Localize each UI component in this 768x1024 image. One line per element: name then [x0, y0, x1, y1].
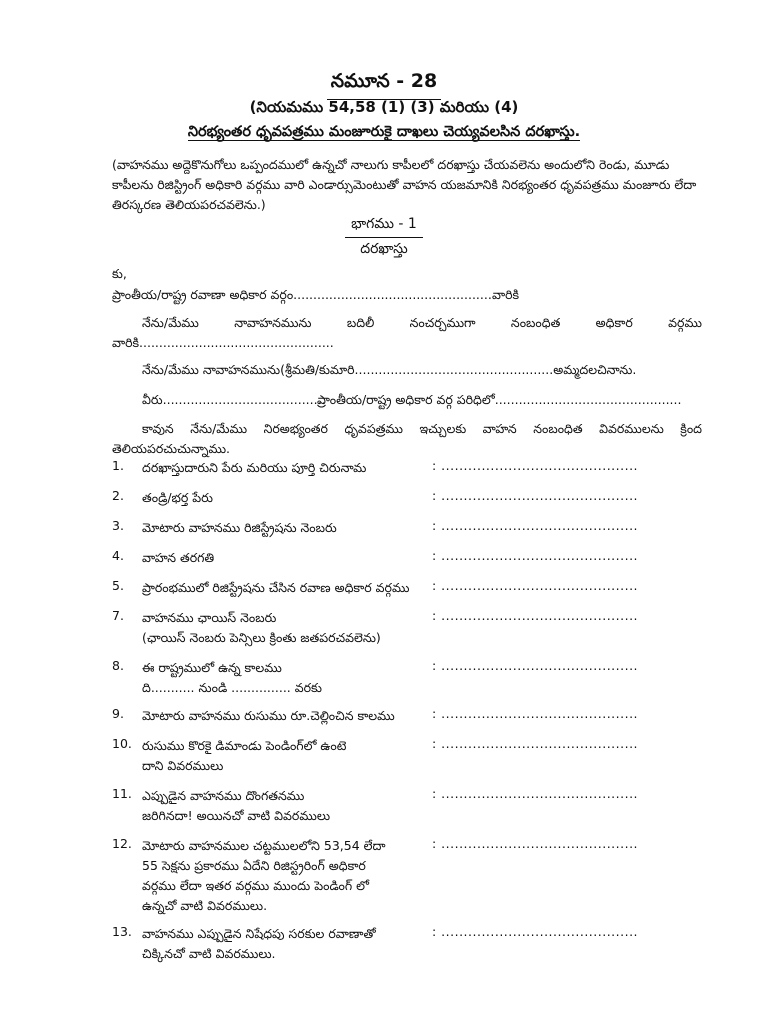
item-label: మోటారు వాహనము రిజిస్ట్రేషను నెంబరు: [142, 520, 337, 535]
item-answer-blank[interactable]: : ............................................: [432, 518, 639, 533]
paragraph-request-line1: కావున నేను/మేము నిరఅభ్యంతర ధృవపత్రము ఇచ్చులకు వాహన నంబంధిత వివరములను క్రింద: [142, 421, 702, 436]
authority-suffix: వారికి: [492, 287, 520, 302]
item-answer-blank[interactable]: : ............................................: [432, 608, 639, 623]
jurisdiction-right: ప్రాంతీయ/రాష్ట్ర అధికార వర్గ పరిధిలో...............................................: [317, 392, 682, 407]
item-label: రుసుము కొరకై డిమాండు పెండింగ్‌లో ఉంటె దాని వివరములు: [142, 738, 347, 773]
paragraph-transfer-line1: నేను/మేము నావాహనమును బదిలీ నంచర్చముగా నంబంధిత అధికార వర్గము: [142, 315, 702, 330]
paragraph-jurisdiction: [112, 392, 732, 411]
application-heading: దరఖాస్తు: [360, 241, 408, 257]
item-number: 4.: [112, 548, 124, 563]
item-answer-blank[interactable]: : ............................................: [432, 548, 639, 563]
paragraph-transfer-line2: వారికి.................................................: [112, 335, 334, 350]
item-answer-blank[interactable]: : ............................................: [432, 706, 639, 721]
item-answer-blank[interactable]: : ............................................: [432, 836, 639, 851]
item-answer-blank[interactable]: : ............................................: [432, 458, 639, 473]
item-number: 3.: [112, 518, 124, 533]
item-number: 9.: [112, 706, 124, 721]
item-answer-blank[interactable]: : ............................................: [432, 578, 639, 593]
item-label: మోటారు వాహనము రుసుము రూ.చెల్లించిన కాలము: [142, 708, 395, 723]
item-answer-blank[interactable]: : ............................................: [432, 658, 639, 673]
authority-text: ప్రాంతీయ/రాష్ట్ర రవాణా అధికార వర్గం..................................................: [112, 287, 492, 302]
item-answer-blank[interactable]: : ............................................: [432, 488, 639, 503]
item-label: ఈ రాష్ట్రములో ఉన్న కాలము ది........... నుండి ............... వరకు: [142, 660, 322, 695]
item-label: మోటారు వాహనముల చట్టములలోని 53,54 లేదా 55 సెక్షను ప్రకారము ఏదేని రిజిస్ట్రరింగ్ అధికార వర్గము లేదా ఇతర వర్గము ముందు పెండింగ్ లో ఉన్నచో వాటి వివరములు.: [142, 838, 386, 913]
intro-note: (వాహనము అద్దెకొనుగోలు ఒప్పందములో ఉన్నచో నాలుగు కాపీలలో దరఖాస్తు చేయవలెను అందులోని రెండు, మూడు కాపీలను రిజిస్ట్రింగ్ అధికారి వర్గము వారి ఎండార్సుమెంటుతో వాహన యజమానికి నిరభ్యంతర ధృవపత్రము మంజూరు లేదా తిరస్కరణ తెలియపరచవలెను.): [112, 157, 697, 212]
jurisdiction-left: వీరు.........................................: [142, 392, 326, 407]
authority-line: [112, 287, 702, 306]
item-label: ఎప్పుడైన వాహనము దొంగతనము జరిగినదా! అయినచో వాటి వివరములు: [142, 788, 331, 823]
item-label: దరఖాస్తుదారుని పేరు మరియు పూర్తి చిరునామ: [142, 460, 367, 475]
item-number: 8.: [112, 658, 124, 673]
part-heading: భాగము - 1: [0, 216, 768, 238]
item-number: 5.: [112, 578, 124, 593]
item-number: 11.: [112, 786, 132, 801]
item-number: 1.: [112, 458, 124, 473]
item-answer-blank[interactable]: : ............................................: [432, 924, 639, 939]
item-number: 2.: [112, 488, 124, 503]
item-number: 12.: [112, 836, 132, 851]
item-label: వాహనము ఛాయిస్ నెంబరు (ఛాయిస్ నెంబరు పెన్సిలు క్రింతు జతపరచవలెను): [142, 610, 381, 645]
paragraph-sale: నేను/మేము నావాహనమును(శ్రీమతి/కుమారి..................................................అమ్మదలచినాను.: [142, 362, 637, 377]
rules-reference: (నియమము 54,58 (1) (3) మరియు (4): [249, 98, 519, 116]
item-answer-blank[interactable]: : ............................................: [432, 736, 639, 751]
paragraph-request: [112, 419, 702, 459]
item-number: 7.: [112, 608, 124, 623]
item-number: 10.: [112, 736, 132, 751]
item-label: తండ్రి/భర్త పేరు: [142, 490, 213, 505]
paragraph-transfer: [112, 313, 702, 353]
item-label: ప్రారంభములో రిజిస్ట్రేషను చేసిన రవాణ అధికార వర్గము: [142, 580, 410, 595]
item-label: వాహన తరగతి: [142, 550, 215, 565]
item-answer-blank[interactable]: : ............................................: [432, 786, 639, 801]
form-heading: నిరభ్యంతర ధృవపత్రము మంజూరుకై దాఖలు చెయ్యవలసిన దరఖాస్తు.: [187, 124, 581, 140]
paragraph-request-line2: తెలియపరచుచున్నాము.: [112, 441, 230, 456]
addressee-to: కు,: [112, 266, 127, 281]
item-number: 13.: [112, 924, 132, 939]
form-title: నమూన - 28: [0, 70, 768, 100]
item-label: వాహనము ఎప్పుడైన నిషేధపు సరకుల రవాణాతో చిక్కినచో వాటి వివరములు.: [142, 926, 376, 961]
